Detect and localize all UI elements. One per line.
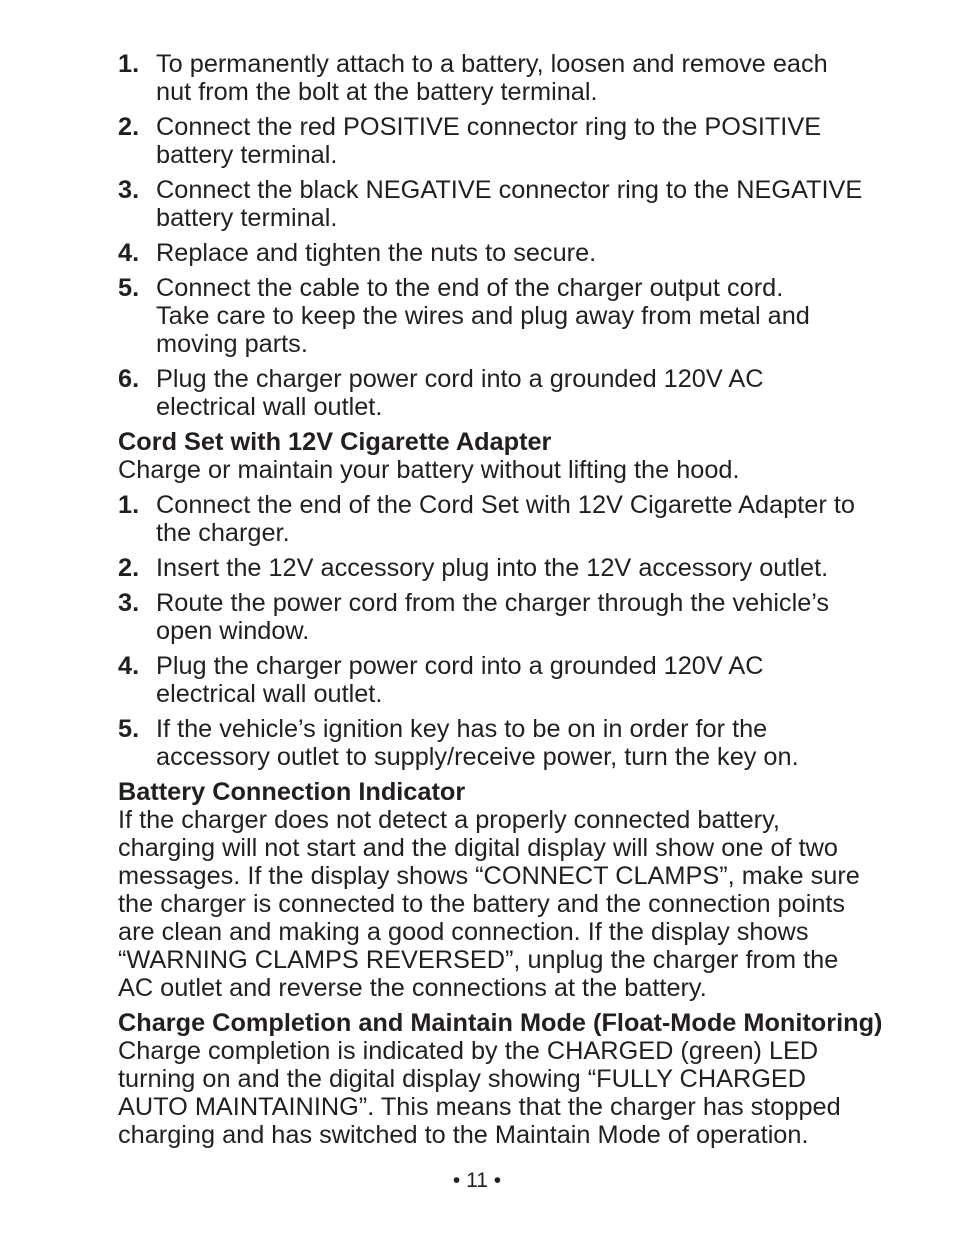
list-item [118,50,908,106]
list-item [118,113,908,169]
list-item [118,491,908,547]
step-number: 1. [118,50,140,78]
list-item [118,274,908,358]
list-item [118,176,908,232]
step-list-permanent [118,50,908,421]
step-text: Connect the cable to the end of the charger output cord. Take care to keep the wires and plug away from metal and moving parts. [156,274,810,358]
step-number: 3. [118,176,140,204]
step-text: Replace and tighten the nuts to secure. [156,239,597,267]
battery-indicator-section [118,778,908,1002]
step-number: 5. [118,274,140,302]
section-heading: Battery Connection Indicator [118,778,466,806]
step-number: 4. [118,239,140,267]
list-item [118,652,908,708]
step-number: 5. [118,715,140,743]
step-text: Connect the black NEGATIVE connector ring to the NEGATIVE battery terminal. [156,176,863,232]
list-item [118,365,908,421]
list-item [118,589,908,645]
page-content [118,50,908,1156]
step-text: Plug the charger power cord into a grounded 120V AC electrical wall outlet. [156,365,764,421]
step-text: Plug the charger power cord into a grounded 120V AC electrical wall outlet. [156,652,764,708]
step-number: 4. [118,652,140,680]
section-body: If the charger does not detect a properly connected battery, charging will not start and the digital display will show one of two messages. If the display shows “CONNECT CLAMPS”, make sure the charger is connected to the battery and the connection points are clean and making a good connection. If the display shows “WARNING CLAMPS REVERSED”, unplug the charger from the AC outlet and reverse the connections at the battery. [118,806,860,1002]
step-number: 2. [118,554,140,582]
step-text: Insert the 12V accessory plug into the 12V accessory outlet. [156,554,829,582]
step-number: 2. [118,113,140,141]
list-item [118,554,908,582]
list-item [118,715,908,771]
step-text: Connect the end of the Cord Set with 12V Cigarette Adapter to the charger. [156,491,855,547]
cord-set-section [118,428,908,484]
list-item [118,239,908,267]
step-number: 3. [118,589,140,617]
section-heading: Cord Set with 12V Cigarette Adapter [118,428,552,456]
step-text: To permanently attach to a battery, loosen and remove each nut from the bolt at the battery terminal. [156,50,828,106]
step-text: Route the power cord from the charger through the vehicle’s open window. [156,589,830,645]
step-number: 6. [118,365,140,393]
section-heading: Charge Completion and Maintain Mode (Float-Mode Monitoring) [118,1009,883,1037]
step-text: Connect the red POSITIVE connector ring to the POSITIVE battery terminal. [156,113,822,169]
page-number: • 11 • [452,1169,502,1192]
charge-completion-section [118,1009,908,1149]
section-body: Charge completion is indicated by the CHARGED (green) LED turning on and the digital display showing “FULLY CHARGED AUTO MAINTAINING”. This means that the charger has stopped charging and has switched to the Maintain Mode of operation. [118,1037,841,1149]
step-number: 1. [118,491,140,519]
section-intro: Charge or maintain your battery without lifting the hood. [118,456,740,484]
step-text: If the vehicle’s ignition key has to be on in order for the accessory outlet to supply/receive power, turn the key on. [156,715,799,771]
step-list-cord-set [118,491,908,771]
